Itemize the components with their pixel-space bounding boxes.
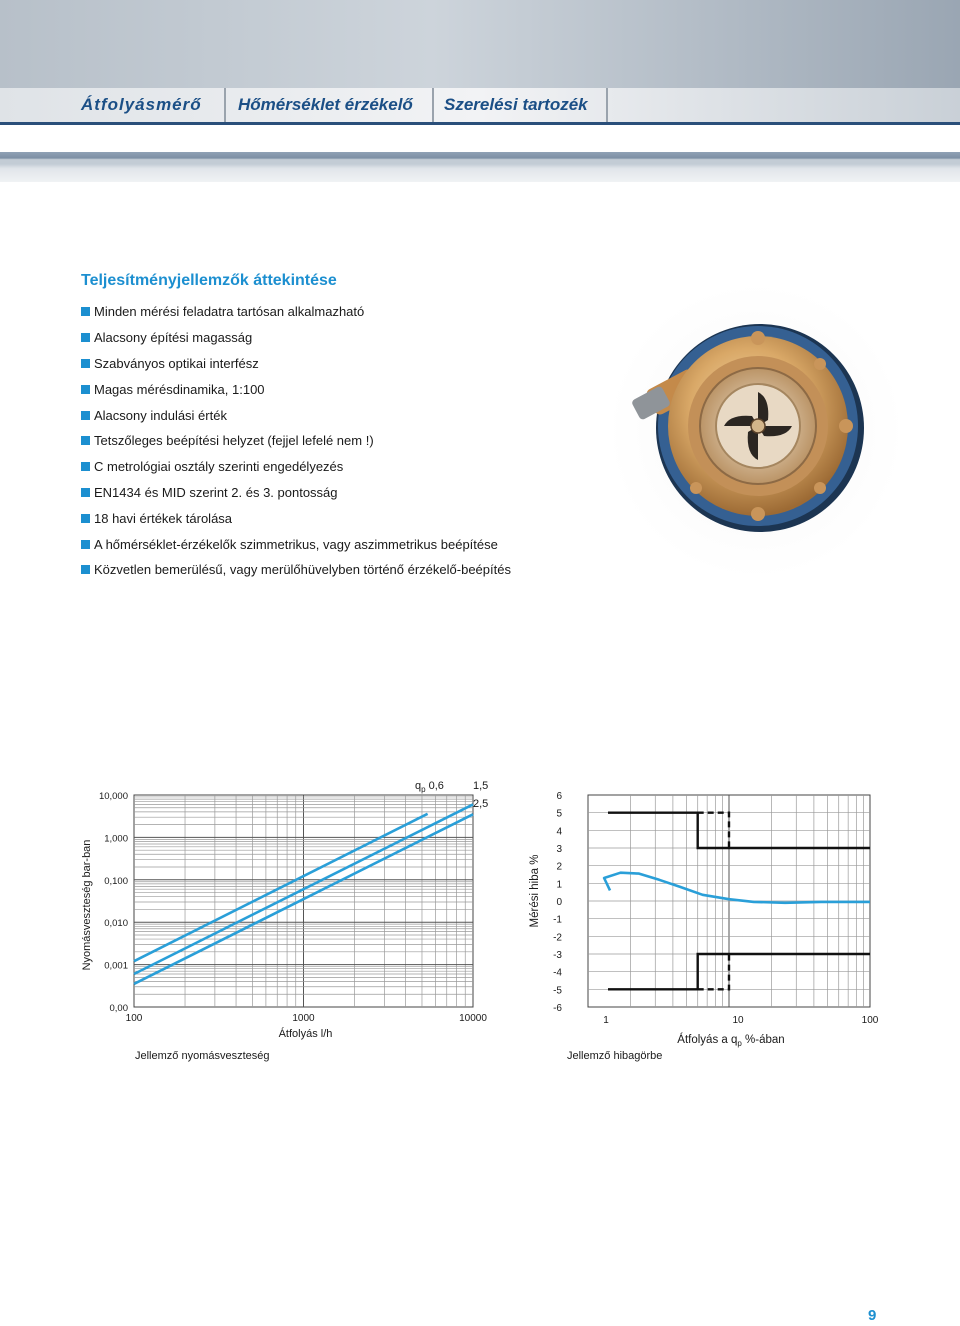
y-tick-label: 0,010 <box>104 918 128 930</box>
error-curve-labels <box>529 791 879 1062</box>
y-tick-label: -5 <box>553 985 562 997</box>
feature-item: C metrológiai osztály szerinti engedélyezés <box>81 454 511 480</box>
chart-title: Jellemző hibagörbe <box>567 1050 663 1062</box>
tab-szerelesi-tartozek[interactable]: Szerelési tartozék <box>444 88 608 122</box>
y-tick-label: 1,000 <box>104 833 128 845</box>
feature-item: Szabványos optikai interfész <box>81 351 511 377</box>
nav-underline <box>0 122 960 125</box>
bullet-icon <box>81 540 90 549</box>
x-tick-label: 10 <box>732 1015 744 1026</box>
y-tick-label: 4 <box>556 826 562 838</box>
bullet-icon <box>81 436 90 445</box>
flow-meter-image <box>608 280 904 582</box>
y-axis-title: Nyomásveszteség bar-ban <box>81 839 93 971</box>
bullet-icon <box>81 565 90 574</box>
x-axis-title: Átfolyás a $q_p$ %-ában <box>677 1034 785 1048</box>
chart-title: Jellemző nyomásveszteség <box>135 1050 270 1062</box>
feature-item: A hőmérséklet-érzékelők szimmetrikus, vagy aszimmetrikus beépítése <box>81 531 511 557</box>
y-tick-label: 0,001 <box>104 960 128 972</box>
y-tick-label: 3 <box>556 844 562 855</box>
header-band <box>0 0 960 88</box>
bullet-icon <box>81 514 90 523</box>
series-label-1-5: 1,5 <box>473 780 489 792</box>
bullet-icon <box>81 462 90 471</box>
feature-item: 18 havi értékek tárolása <box>81 505 511 531</box>
error-curve-chart <box>520 770 920 1070</box>
y-tick-label: -4 <box>553 967 562 979</box>
flow-meter-photo <box>608 280 904 582</box>
tab-atfolyasmero[interactable]: Átfolyásmérő <box>81 88 226 122</box>
x-tick-label: 10000 <box>459 1013 487 1024</box>
pressure-loss-labels <box>81 780 488 1062</box>
y-tick-label: 6 <box>556 791 562 802</box>
y-tick-label: 0 <box>556 897 562 908</box>
y-tick-label: 1 <box>556 879 562 891</box>
y-tick-label: -2 <box>553 932 562 944</box>
bullet-icon <box>81 307 90 316</box>
y-tick-label: 10,000 <box>98 791 128 802</box>
y-tick-label: 0,100 <box>104 875 128 887</box>
pressure-loss-chart <box>75 770 489 1070</box>
feature-item: EN1434 és MID szerint 2. és 3. pontosság <box>81 480 511 506</box>
bullet-icon <box>81 411 90 420</box>
page-number: 9 <box>868 1307 877 1324</box>
series-label-2-5: 2,5 <box>473 798 489 810</box>
feature-item: Tetszőleges beépítési helyzet (fejjel lefelé nem !) <box>81 428 511 454</box>
error-curve-line <box>604 873 870 903</box>
section-title: Teljesítményjellemzők áttekintése <box>81 272 337 289</box>
feature-item: Alacsony indulási érték <box>81 402 511 428</box>
decorative-stripe <box>0 152 960 182</box>
bullet-icon <box>81 488 90 497</box>
x-axis-title: Átfolyás l/h <box>278 1028 333 1040</box>
x-tick-label: 1000 <box>292 1013 315 1024</box>
pressure-loss-grid <box>134 795 473 1007</box>
y-tick-label: -1 <box>553 914 562 926</box>
x-tick-label: 100 <box>861 1015 879 1026</box>
x-tick-label: 1 <box>603 1015 609 1026</box>
y-tick-label: 2 <box>556 861 562 873</box>
y-tick-label: -6 <box>553 1003 562 1014</box>
bullet-icon <box>81 359 90 368</box>
series-label-qp: $q_p$ 0,6 <box>415 780 444 794</box>
y-tick-label: 0,00 <box>109 1003 128 1014</box>
feature-item: Minden mérési feladatra tartósan alkalmazható <box>81 299 511 325</box>
bullet-icon <box>81 333 90 342</box>
y-tick-label: 5 <box>556 808 562 820</box>
x-tick-label: 100 <box>125 1013 143 1024</box>
feature-item: Magas mérésdinamika, 1:100 <box>81 376 511 402</box>
feature-list <box>81 299 511 583</box>
y-axis-title: Mérési hiba % <box>529 854 541 928</box>
feature-item: Közvetlen bemerülésű, vagy merülőhüvelyben történő érzékelő-beépítés <box>81 557 511 583</box>
feature-item: Alacsony építési magasság <box>81 325 511 351</box>
bullet-icon <box>81 385 90 394</box>
tab-homerseklet-erzekelo[interactable]: Hőmérséklet érzékelő <box>238 88 434 122</box>
y-tick-label: -3 <box>553 950 562 961</box>
